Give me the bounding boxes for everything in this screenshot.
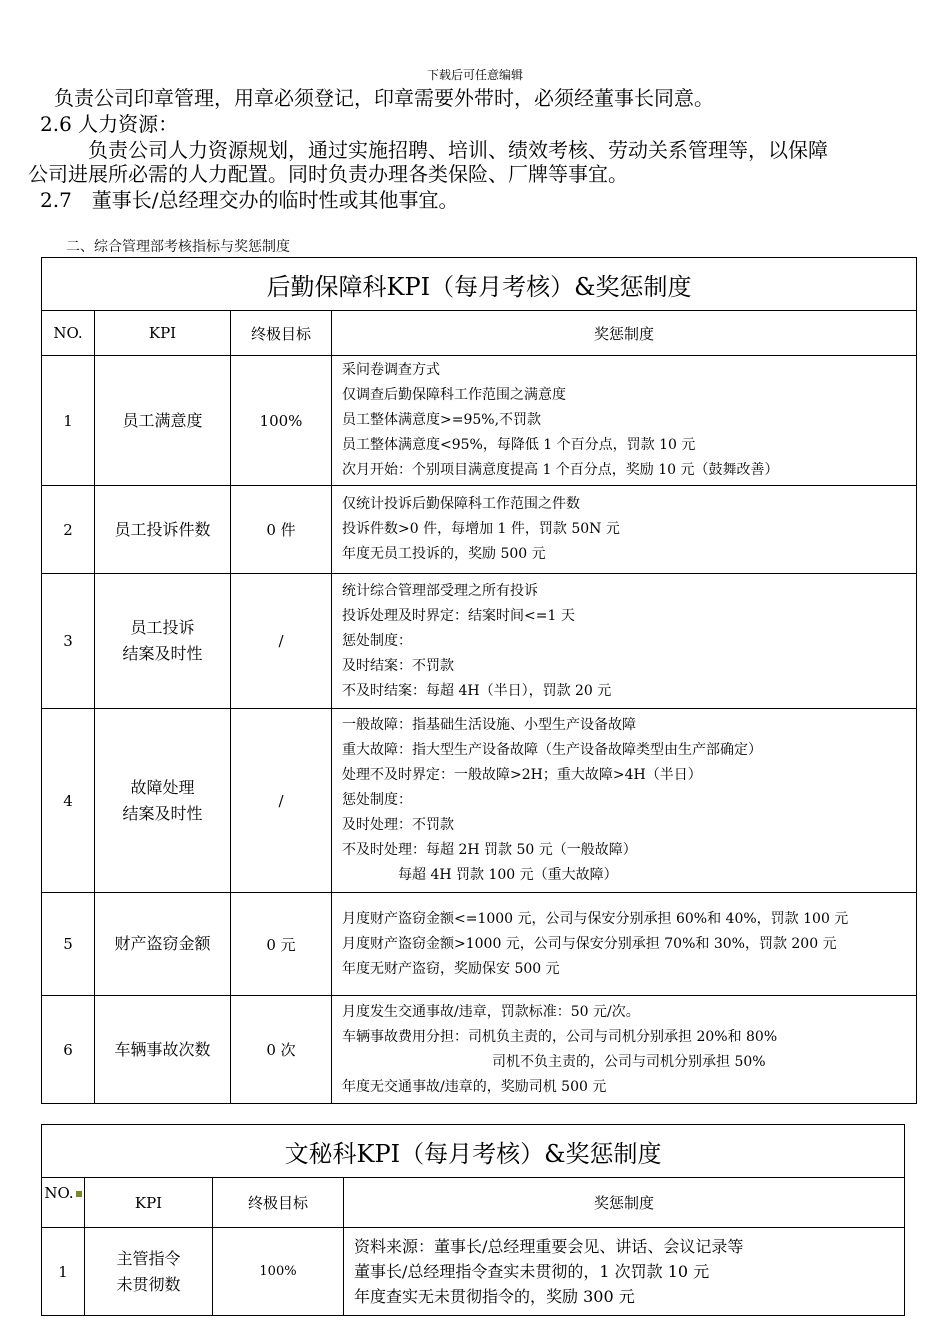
- header-target: 终极目标: [213, 1178, 344, 1228]
- table-title: 后勤保障科KPI（每月考核）&奖惩制度: [42, 258, 917, 311]
- kpi-name: 员工投诉件数: [95, 486, 231, 574]
- kpi-target: /: [231, 574, 332, 709]
- kpi-name: 员工满意度: [95, 356, 231, 486]
- kpi-rules: 仅统计投诉后勤保障科工作范围之件数 投诉件数>0 件，每增加 1 件，罚款 50N 元 年度无员工投诉的，奖励 500 元: [332, 486, 917, 574]
- kpi-name: 主管指令 未贯彻数: [85, 1228, 213, 1316]
- kpi-name: 故障处理 结案及时性: [95, 709, 231, 893]
- header-target: 终极目标: [231, 311, 332, 356]
- row-number: 2: [42, 486, 95, 574]
- kpi-rules: 月度发生交通事故/违章，罚款标准：50 元/次。 车辆事故费用分担：司机负主责的，公司与司机分别承担 20%和 80% 司机不负主责的，公司与司机分别承担 50% 年度无交通事故/违章的，奖励司机 500 元: [332, 996, 917, 1104]
- table-row: [42, 356, 917, 486]
- secretarial-kpi-table: [41, 1124, 905, 1316]
- intro-line-hr-2: 公司进展所必需的人力配置。同时负责办理各类保险、厂牌等事宜。: [28, 162, 628, 186]
- table-title: 文秘科KPI（每月考核）&奖惩制度: [42, 1125, 905, 1178]
- kpi-name: 员工投诉 结案及时性: [95, 574, 231, 709]
- kpi-target: 0 次: [231, 996, 332, 1104]
- header-rules: 奖惩制度: [332, 311, 917, 356]
- kpi-rules: 月度财产盗窃金额<=1000 元，公司与保安分别承担 60%和 40%，罚款 100 元 月度财产盗窃金额>1000 元，公司与保安分别承担 70%和 30%，罚款 200 元 年度无财产盗窃，奖励保安 500 元: [332, 893, 917, 996]
- kpi-rules: 一般故障：指基础生活设施、小型生产设备故障 重大故障：指大型生产设备故障（生产设备故障类型由生产部确定） 处理不及时界定：一般故障>2H；重大故障>4H（半日） 惩处制度： 及时处理：不罚款 不及时处理：每超 2H 罚款 50 元（一般故障） 每超 4H 罚款 100 元（重大故障）: [332, 709, 917, 893]
- row-number: 1: [42, 356, 95, 486]
- marker-icon: [76, 1191, 82, 1197]
- kpi-target: /: [231, 709, 332, 893]
- table-row: [42, 709, 917, 893]
- kpi-name: 车辆事故次数: [95, 996, 231, 1104]
- kpi-rules: 统计综合管理部受理之所有投诉 投诉处理及时界定：结案时间<=1 天 惩处制度： 及时结案：不罚款 不及时结案：每超 4H（半日），罚款 20 元: [332, 574, 917, 709]
- table-row: [42, 893, 917, 996]
- row-number: 4: [42, 709, 95, 893]
- intro-line-misc: 2.7 董事长/总经理交办的临时性或其他事宜。: [40, 188, 459, 212]
- row-number: 3: [42, 574, 95, 709]
- intro-heading-hr: 2.6 人力资源：: [40, 112, 179, 136]
- kpi-target: 0 元: [231, 893, 332, 996]
- header-rules: 奖惩制度: [344, 1178, 905, 1228]
- row-number: 5: [42, 893, 95, 996]
- header-kpi: KPI: [85, 1178, 213, 1228]
- section-title: 二、综合管理部考核指标与奖惩制度: [66, 239, 290, 255]
- table-row: [42, 574, 917, 709]
- kpi-name: 财产盗窃金额: [95, 893, 231, 996]
- table-row: [42, 486, 917, 574]
- intro-line-seal: 负责公司印章管理，用章必须登记，印章需要外带时，必须经董事长同意。: [54, 86, 714, 110]
- table-row: [42, 1228, 905, 1316]
- row-number: 1: [42, 1228, 85, 1316]
- kpi-target: 100%: [213, 1228, 344, 1316]
- kpi-target: 0 件: [231, 486, 332, 574]
- intro-line-hr-1: 负责公司人力资源规划，通过实施招聘、培训、绩效考核、劳动关系管理等，以保障: [88, 138, 828, 162]
- kpi-rules: 资料来源：董事长/总经理重要会见、讲话、会议记录等 董事长/总经理指令查实未贯彻的，1 次罚款 10 元 年度查实无未贯彻指令的，奖励 300 元: [344, 1228, 905, 1316]
- header-kpi: KPI: [95, 311, 231, 356]
- header-no: NO.: [42, 311, 95, 356]
- kpi-target: 100%: [231, 356, 332, 486]
- header-no: NO.: [42, 1178, 85, 1228]
- row-number: 6: [42, 996, 95, 1104]
- header-note: 下载后可任意编辑: [426, 68, 523, 82]
- logistics-kpi-table: [41, 257, 917, 1104]
- kpi-rules: 采问卷调查方式 仅调查后勤保障科工作范围之满意度 员工整体满意度>=95%,不罚款 员工整体满意度<95%，每降低 1 个百分点，罚款 10 元 次月开始：个别项目满意度提高 1 个百分点，奖励 10 元（鼓舞改善）: [332, 356, 917, 486]
- table-row: [42, 996, 917, 1104]
